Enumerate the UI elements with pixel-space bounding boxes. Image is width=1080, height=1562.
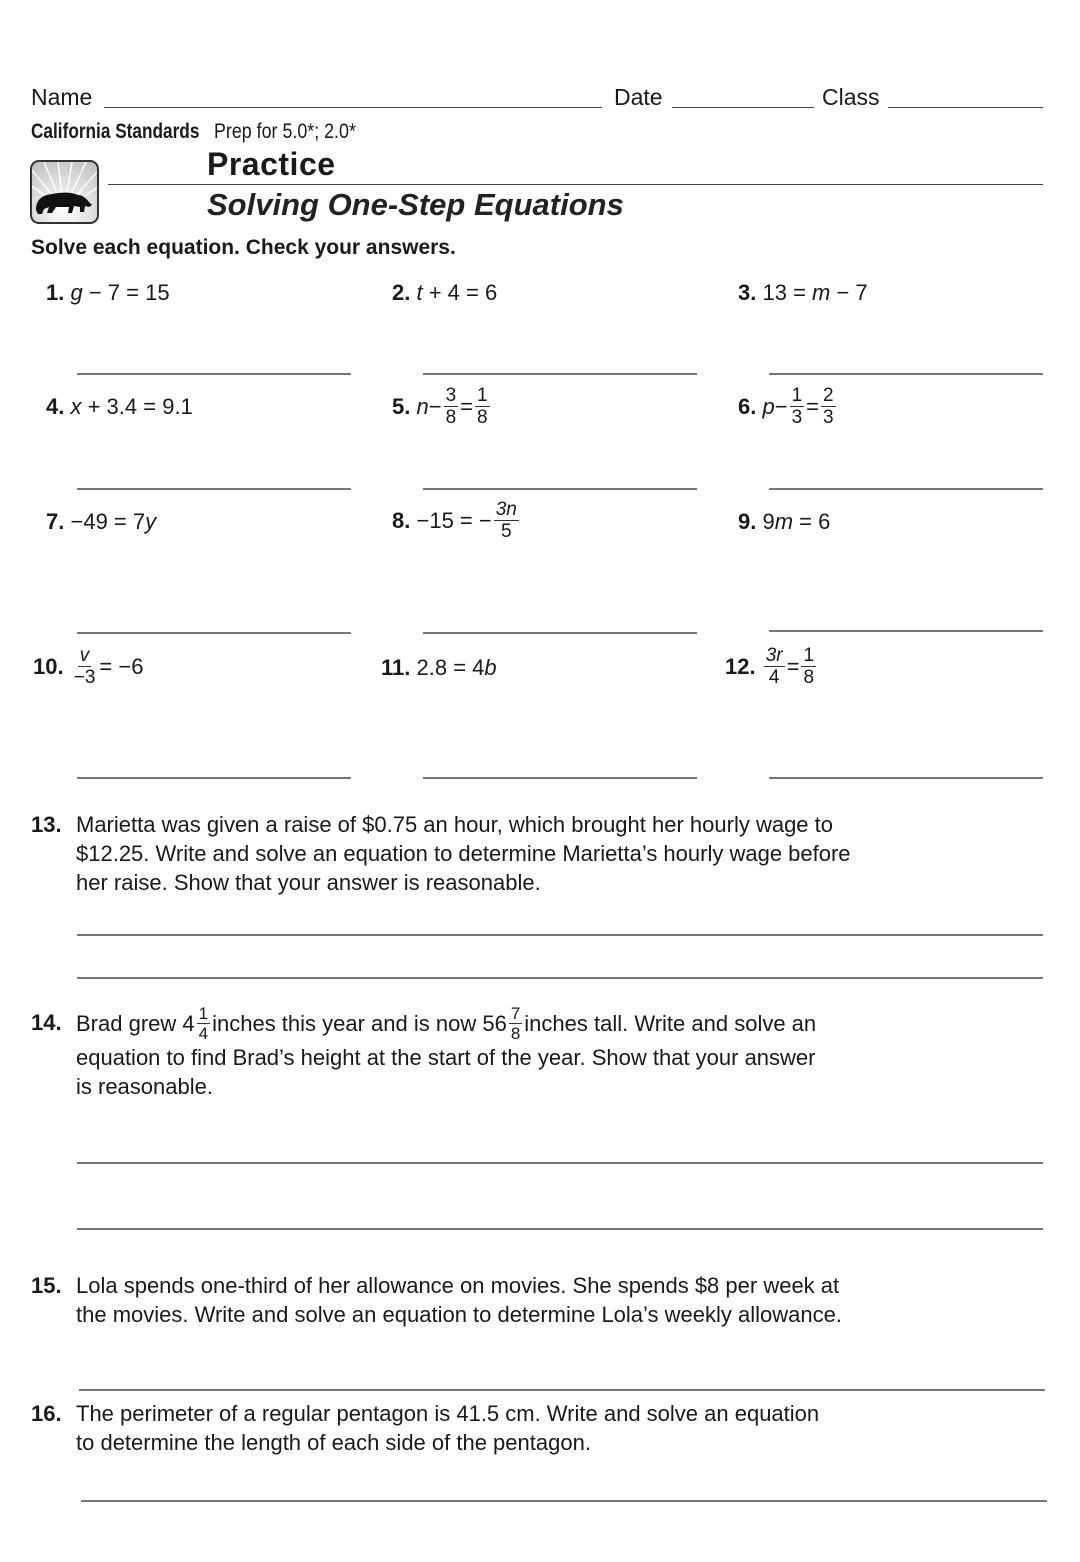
answer-line-15[interactable]: [79, 1389, 1045, 1391]
problem-3: 3. 13 = m − 7: [738, 280, 868, 305]
problem-8: 8. −15 = − $\frac{3n}{5}$: [392, 499, 517, 542]
answer-line-13a[interactable]: [77, 934, 1043, 936]
instructions: Solve each equation. Check your answers.: [31, 236, 456, 259]
problem-7: 7. −49 = 7y: [46, 509, 157, 534]
date-label: Date: [614, 84, 663, 110]
answer-line-14b[interactable]: [77, 1228, 1043, 1230]
problem-4: 4. x + 3.4 = 9.1: [46, 394, 193, 419]
page-subtitle: Solving One-Step Equations: [207, 187, 624, 222]
name-label: Name: [31, 84, 93, 110]
title-divider: [108, 184, 1043, 185]
california-bear-icon: [30, 160, 99, 224]
problem-13: 13. Marietta was given a raise of $0.75 an hour, which brought her hourly wage to $12.25. Write and solve an equation to determine Marietta’s hourly wage before her raise. Show that your answer is reasonable.: [31, 812, 851, 895]
problem-1: 1. g − 7 = 15: [46, 280, 170, 305]
problem-15: 15. Lola spends one-third of her allowance on movies. She spends $8 per week at the movies. Write and solve an equation to determine Lola’s weekly allowance.: [31, 1273, 842, 1327]
problem-2: 2. t + 4 = 6: [392, 280, 498, 305]
answer-line-3[interactable]: [769, 373, 1043, 375]
answer-line-5[interactable]: [423, 488, 697, 490]
problem-14: 14. Brad grew 4 $\frac{1}{4}$ inches this year and is now 56 $\frac{7}{8}$ inches tall. Write and solve an equation to find Brad’s height at the start of the year. Show that your answer is reasonable.: [31, 1004, 817, 1099]
answer-line-8[interactable]: [423, 632, 697, 634]
answer-line-12[interactable]: [769, 777, 1043, 779]
answer-line-1[interactable]: [77, 373, 351, 375]
name-field[interactable]: [104, 107, 602, 108]
answer-line-9[interactable]: [769, 630, 1043, 632]
standards-line: [31, 120, 381, 144]
problem-9: 9. 9m = 6: [738, 509, 831, 534]
class-label: Class: [822, 84, 880, 110]
answer-line-16[interactable]: [81, 1500, 1047, 1502]
problem-11: 11. 2.8 = 4b: [381, 655, 497, 680]
answer-line-13b[interactable]: [77, 977, 1043, 979]
problem-12: 12. $\frac{3r}{4}$ = $\frac{1}{8}$: [725, 645, 815, 688]
answer-line-4[interactable]: [77, 488, 351, 490]
answer-line-6[interactable]: [769, 488, 1043, 490]
answer-line-14a[interactable]: [77, 1162, 1043, 1164]
problem-10: 10. $\frac{v}{-3}$ = −6: [33, 645, 144, 688]
class-field[interactable]: [888, 107, 1043, 108]
answer-line-2[interactable]: [423, 373, 697, 375]
problem-6: 6. p− $\frac{1}{3}$ = $\frac{2}{3}$: [738, 385, 834, 428]
standards-value: Prep for 5.0*; 2.0*: [214, 120, 357, 143]
answer-line-11[interactable]: [423, 777, 697, 779]
answer-line-7[interactable]: [77, 632, 351, 634]
answer-line-10[interactable]: [77, 777, 351, 779]
date-field[interactable]: [672, 107, 814, 108]
page-title: Practice: [207, 146, 336, 182]
standards-label: California Standards: [31, 120, 200, 143]
problem-16: 16. The perimeter of a regular pentagon is 41.5 cm. Write and solve an equation to determine the length of each side of the pentagon.: [31, 1401, 820, 1455]
problem-5: 5. n− $\frac{3}{8}$ = $\frac{1}{8}$: [392, 385, 488, 428]
